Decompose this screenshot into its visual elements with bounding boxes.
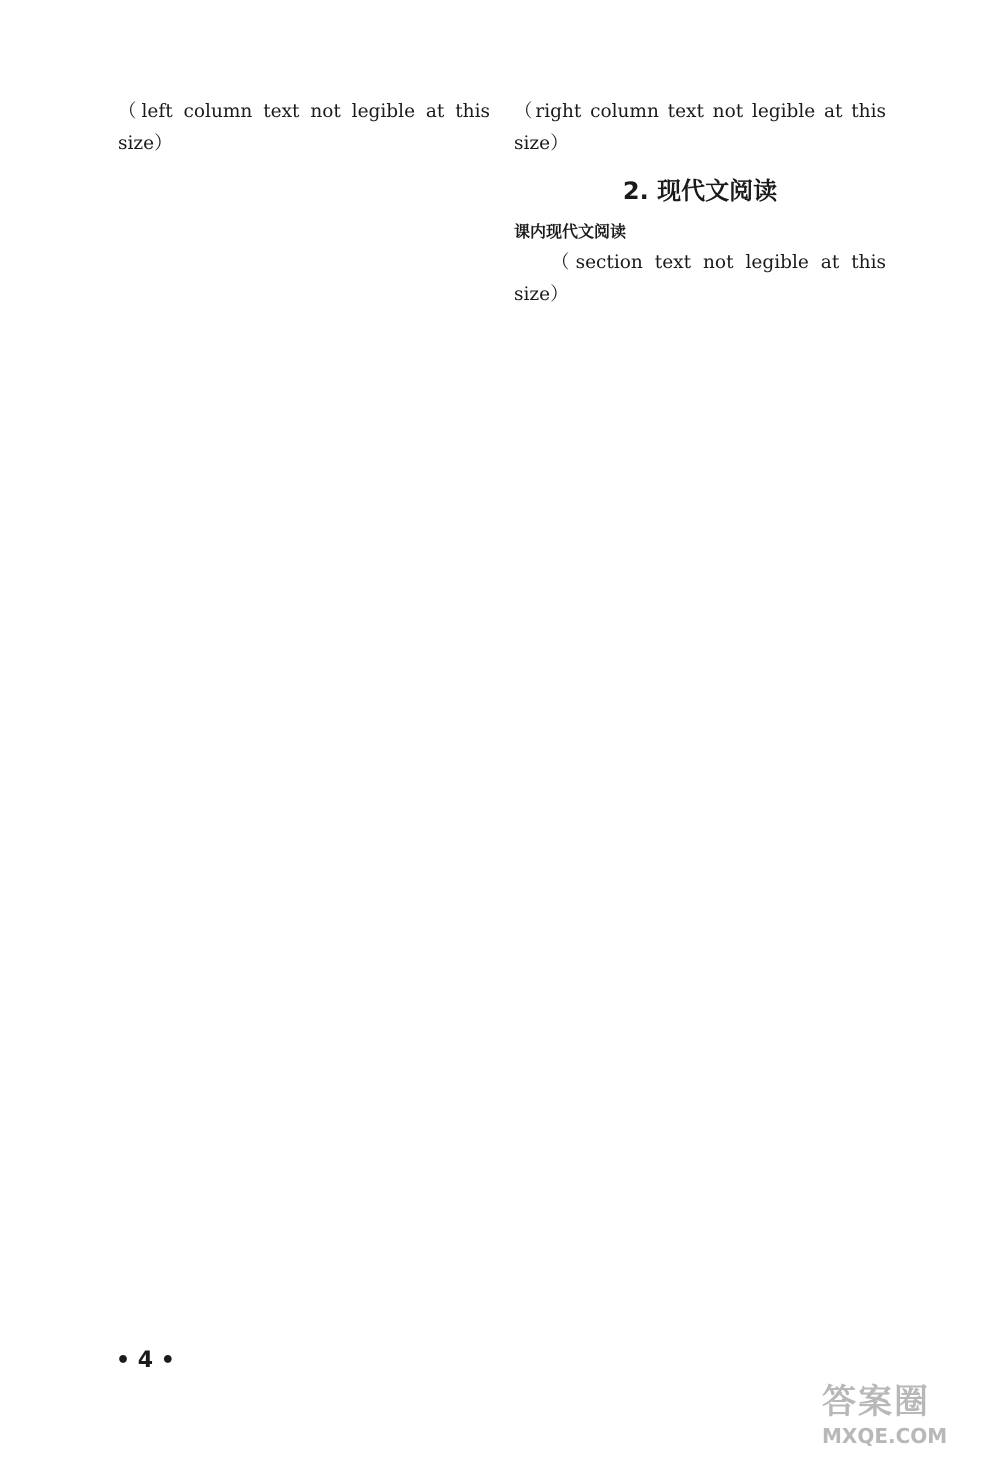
watermark-url: MXQE.COM <box>822 1424 948 1448</box>
left-column <box>118 96 490 159</box>
section-title: 2. 现代文阅读 <box>622 177 778 205</box>
section-subheading: 课内现代文阅读 <box>514 222 627 241</box>
right-column <box>514 96 886 310</box>
section-paragraph: （section text not legible at this size） <box>514 252 886 305</box>
page-number: • 4 • <box>116 1348 175 1373</box>
watermark-title: 答案圈 <box>822 1382 930 1422</box>
right-paragraph: （right column text not legible at this size） <box>514 101 886 154</box>
watermark-logo <box>822 1380 982 1456</box>
left-paragraph: （left column text not legible at this size） <box>118 101 490 154</box>
